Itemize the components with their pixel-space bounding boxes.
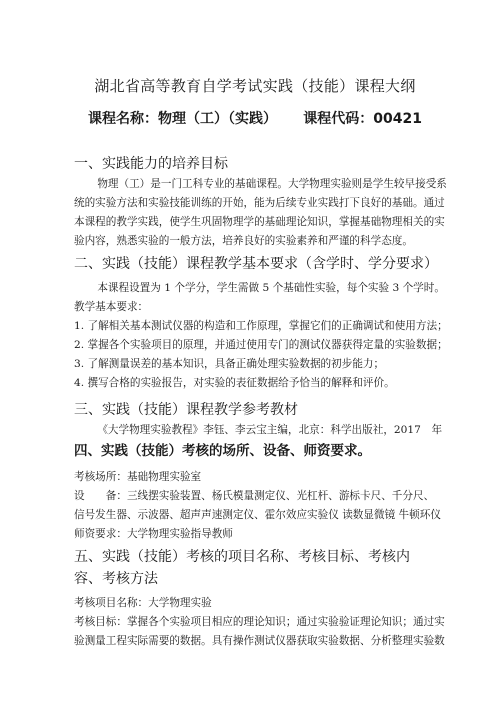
section-1-line: 物理（工）是一门工科专业的基础课程。大学物理实验则是学生较早接受系 — [97, 178, 447, 190]
exam-site: 考核场所：基础物理实验室 — [74, 471, 202, 483]
section-1-heading: 一、实践能力的培养目标 — [74, 156, 228, 172]
section-2-intro: 本课程设置为 1 个学分，学生需做 5 个基础性实验，每个实验 3 个学时。 — [97, 282, 445, 294]
reference-textbook: 《大学物理实验教程》李钰、李云宝主编，北京：科学出版社，2017 年 — [97, 424, 443, 436]
exam-goal-line: 验测量工程实际需要的数据。具有操作测试仪器获取实验数据、分析整理实验数 — [74, 635, 445, 647]
course-code: 00421 — [373, 111, 422, 127]
requirement-item: 1. 了解相关基本测试仪器的构造和工作原理，掌握它们的正确调试和使用方法； — [74, 320, 448, 332]
course-code-group — [303, 109, 436, 129]
course-info-line — [74, 109, 436, 129]
section-1-line: 统的实验方法和实验技能训练的开始，能为后续专业实践打下良好的基础。通过 — [74, 197, 445, 209]
section-5-heading: 五、实践（技能）考核的项目名称、考核目标、考核内容、考核方法 — [74, 549, 410, 587]
staff-requirement: 师资要求：大学物理实验指导教师 — [74, 528, 233, 540]
section-2-heading: 二、实践（技能）课程教学基本要求（含学时、学分要求） — [74, 256, 438, 272]
section-1-line: 本课程的教学实践，使学生巩固物理学的基础理论知识，掌握基础物理相关的实 — [74, 216, 445, 228]
requirement-item: 2. 掌握各个实验项目的原理，并通过使用专门的测试仪器获得定量的实验数据； — [74, 339, 448, 351]
section-4-heading: 四、实践（技能）考核的场所、设备、师资要求。 — [74, 443, 371, 459]
section-1-line: 验内容，熟悉实验的一般方法，培养良好的实验素养和严谨的科学态度。 — [74, 235, 413, 247]
exam-project-name: 考核项目名称：大学物理实验 — [74, 597, 212, 609]
document-title: 湖北省高等教育自学考试实践（技能）课程大纲 — [94, 77, 416, 95]
requirement-item: 4. 撰写合格的实验报告，对实验的表征数据给予恰当的解释和评价。 — [74, 377, 395, 389]
course-name: 课程名称：物理（工）（实践） — [88, 111, 277, 127]
course-code-label: 课程代码： — [303, 111, 374, 127]
exam-goal-line: 考核目标：掌握各个实验项目相应的理论知识；通过实验验证理论知识；通过实 — [74, 616, 445, 628]
section-3-heading: 三、实践（技能）课程教学参考教材 — [74, 402, 298, 418]
requirement-item: 3. 了解测量误差的基本知识，具备正确处理实验数据的初步能力； — [74, 358, 385, 370]
section-2-requirements-label: 教学基本要求： — [74, 301, 149, 313]
equipment-line: 设 备：三线摆实验装置、杨氏模量测定仪、光杠杆、游标卡尺、千分尺、 — [74, 490, 435, 502]
equipment-line: 信号发生器、示波器、超声声速测定仪、霍尔效应实验仪 读数显微镜 牛顿环仪 — [74, 509, 441, 521]
